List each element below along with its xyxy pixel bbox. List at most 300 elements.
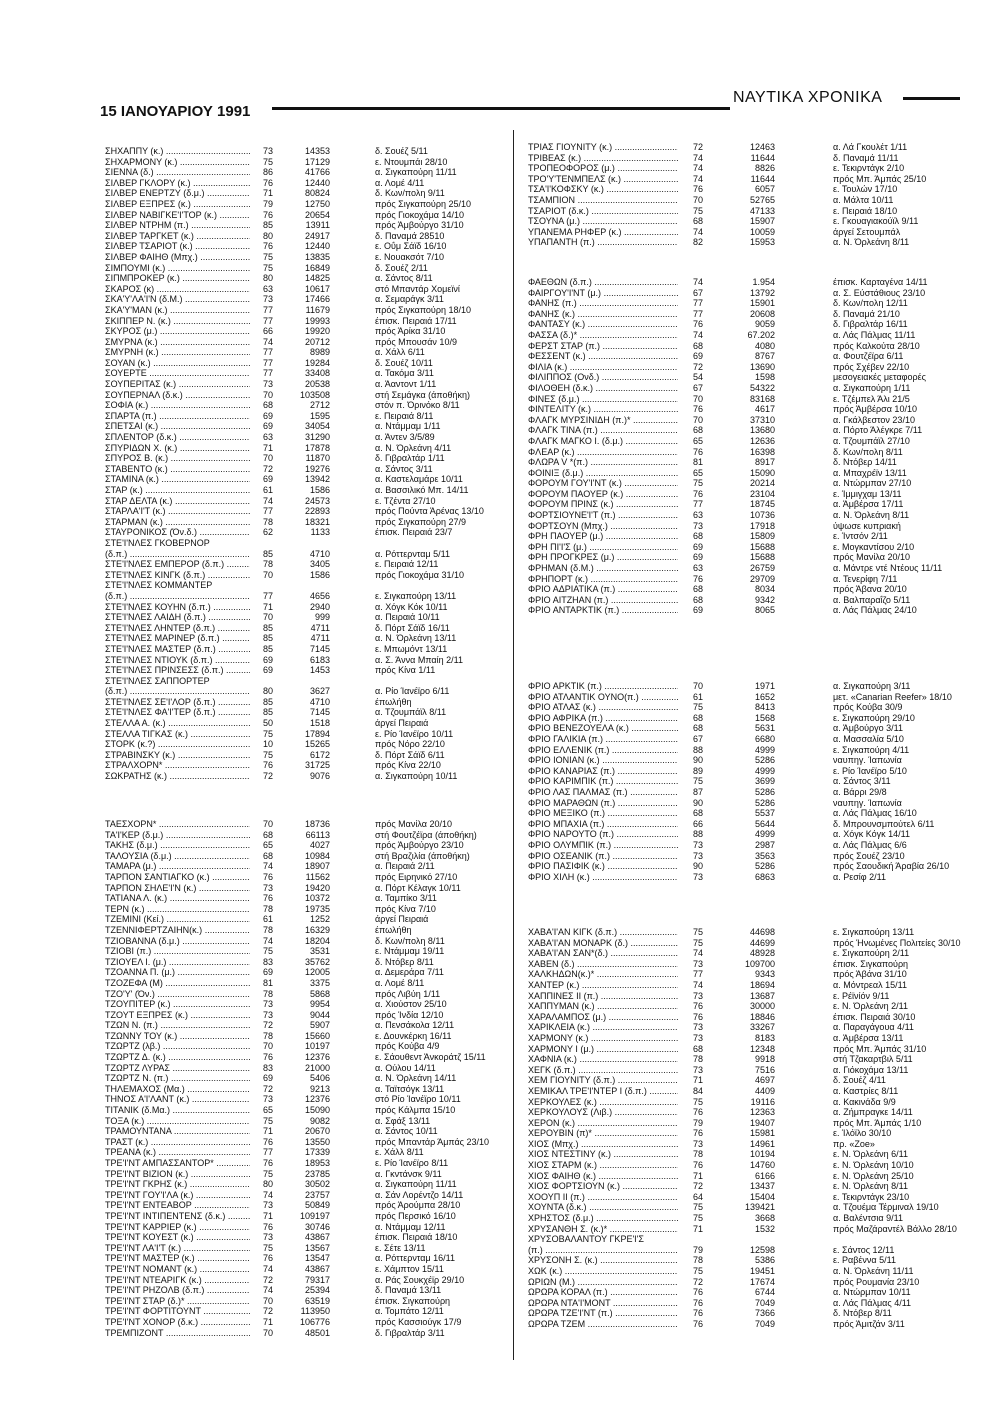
build-year: 75	[262, 156, 273, 167]
tonnage: 44699	[749, 937, 775, 948]
ship-row	[528, 1171, 988, 1182]
build-year: 75	[262, 728, 273, 739]
ship-row	[528, 605, 988, 616]
build-year: 71	[692, 1170, 703, 1181]
build-year: 68	[692, 723, 703, 734]
ship-row	[105, 252, 535, 263]
ship-position: ε. Οΰμ Σάϊδ 16/10	[375, 241, 447, 252]
ship-row	[528, 1192, 988, 1203]
ship-name: ΦΡΙΟ ΕΛΛΕΝΙΚ (π.) .....	[528, 745, 678, 756]
build-year: 68	[692, 340, 703, 351]
ship-position: άργεί Πειραιά	[375, 718, 429, 729]
tonnage: 44698	[749, 927, 775, 937]
build-year: 82	[692, 237, 703, 248]
build-year: 76	[262, 760, 273, 771]
ship-name: ΣΤΕ'Ι'ΝΛΕΣ ΠΡΙΝΣΕΣΣ (δ.π.) .....	[105, 665, 250, 676]
tonnage: 7049	[754, 1318, 775, 1329]
ship-row	[528, 404, 988, 415]
build-year: 80	[262, 1179, 273, 1190]
ship-row	[105, 485, 535, 496]
ship-name: ΣΙΛΒΕΡ ΝΑΒΙΓΚΕ'Ι'ΤΟΡ (κ.) .....	[105, 210, 250, 221]
tonnage: 18204	[304, 935, 330, 946]
build-year: 70	[262, 1041, 273, 1052]
build-year: 73	[692, 839, 703, 850]
ship-position: πρός Γιοκοχάμα 14/10	[375, 209, 464, 220]
tonnage: 16849	[304, 262, 330, 273]
ship-name: ΤΙΤΑΝΙΚ (δ.Μα.) .....	[105, 1105, 250, 1116]
tonnage: 26759	[749, 563, 775, 574]
build-year: 81	[262, 977, 273, 988]
ship-row	[528, 1086, 988, 1097]
tonnage: 6183	[309, 654, 330, 665]
ship-position: α. Κακινάδα 9/9	[833, 1096, 896, 1107]
tonnage: 13687	[749, 990, 775, 1001]
tonnage: 7516	[754, 1064, 775, 1075]
build-year: 77	[262, 506, 273, 517]
ship-row	[528, 163, 988, 174]
tonnage: 2987	[754, 839, 775, 850]
ship-row	[105, 1094, 535, 1105]
ship-position: πρός Άμβέρσα 10/10	[833, 404, 917, 415]
ship-position: α. Μόντρεαλ 15/11	[833, 979, 907, 990]
ship-row	[528, 808, 988, 819]
ship-name: ΣΙΛΒΕΡ ΤΣΑΡΙΟΤ (κ.) .....	[105, 241, 250, 252]
ship-position: α. Ντάμμαμ 1/11	[375, 421, 441, 432]
build-year: 76	[692, 319, 703, 330]
ship-name: ΧΑΒΑ'Ι'ΑΝ ΜΟΝΑΡΚ (δ.) .....	[528, 938, 678, 949]
ship-position: α. Πόρτο Άλέγκρε 7/11	[833, 425, 923, 436]
build-year: 73	[692, 958, 703, 969]
build-year: 75	[692, 1202, 703, 1213]
ship-row	[105, 1010, 535, 1021]
ship-row	[105, 686, 535, 697]
tonnage: 17878	[304, 442, 330, 453]
build-year: 76	[692, 1297, 703, 1308]
ship-row	[528, 552, 988, 563]
ship-name: (δ.π.) .....	[105, 591, 250, 602]
build-year: 76	[692, 488, 703, 499]
ship-name: ΧΡΥΣΟΝΗ Σ. (κ.) .....	[528, 1255, 678, 1266]
build-year: 77	[262, 368, 273, 379]
build-year: 75	[692, 478, 703, 489]
ship-name: ΤΡΕ'Ι'ΝΤ ΑΜΠΑΣΣΑΝΤΟΡ* .....	[105, 1158, 250, 1169]
ship-name: (π.) .....	[528, 1245, 678, 1256]
ship-row	[528, 184, 988, 195]
build-year: 74	[692, 979, 703, 990]
tonnage: 48501	[304, 1327, 330, 1338]
ship-row	[105, 1179, 535, 1190]
ship-row	[105, 707, 535, 718]
tonnage: 13547	[304, 1253, 330, 1264]
ship-row	[105, 337, 535, 348]
tonnage: 10736	[749, 510, 775, 521]
ship-name: ΦΑΕΘΩΝ (δ.π.) .....	[528, 277, 678, 288]
ship-row	[528, 478, 988, 489]
ship-row	[528, 938, 988, 949]
ship-position: δ. Γιβραλτάρ 1/11	[375, 453, 445, 464]
ship-row	[528, 1224, 988, 1235]
build-year: 72	[692, 1181, 703, 1192]
ship-row	[105, 718, 535, 729]
ship-position: πρός Γιοκοχάμα 31/10	[375, 569, 464, 580]
ship-list-frio	[528, 681, 988, 882]
tonnage: 1453	[309, 665, 330, 676]
ship-row	[105, 210, 535, 221]
ship-name: ΦΟΡΤΣΙΟΥΝΕ'Ι'Τ (π.) .....	[528, 510, 678, 521]
ship-row	[528, 1012, 988, 1023]
ship-position: δ. Σουέζ 2/11	[375, 262, 428, 273]
tonnage: 31290	[304, 432, 330, 443]
tonnage: 13567	[304, 1242, 330, 1253]
ship-name: ΣΟΥΠΕΡΝΑΛ (δ.κ.) .....	[105, 390, 250, 401]
ship-name: ΤΡΙΒΕΑΣ (κ.) .....	[528, 153, 678, 164]
ship-row	[528, 723, 988, 734]
ship-list-f	[528, 277, 988, 616]
ship-name: ΧΟΟΥΠ ΙΙ (π.) .....	[528, 1192, 678, 1203]
tonnage: 30502	[304, 1179, 330, 1190]
ship-row	[528, 1287, 988, 1298]
build-year: 73	[692, 850, 703, 861]
build-year: 70	[692, 194, 703, 205]
ship-position: πρός Σιγκαπούρη 27/9	[375, 516, 466, 527]
ship-row	[528, 153, 988, 164]
build-year: 72	[262, 1020, 273, 1031]
ship-name: ΦΡΙΟ ΑΦΡΙΚΑ (π.) .....	[528, 713, 678, 724]
ship-position: πρός Άρίκα 31/10	[375, 326, 446, 337]
ship-name: ΤΑΜΑΡΑ (μ.) .....	[105, 861, 250, 872]
ship-row	[105, 241, 535, 252]
tonnage: 13911	[305, 220, 330, 231]
ship-row	[105, 883, 535, 894]
tonnage: 3405	[309, 559, 330, 570]
build-year: 72	[262, 1274, 273, 1285]
ship-position: δ. Παναμά 13/11	[375, 1285, 442, 1296]
build-year: 71	[262, 188, 273, 199]
tonnage: 15981	[749, 1128, 775, 1139]
build-year: 74	[692, 152, 703, 163]
build-year: 72	[262, 771, 273, 782]
tonnage: 4711	[310, 633, 330, 644]
ship-position: πρός Μανίλα 20/10	[833, 552, 910, 563]
tonnage: 5631	[754, 723, 775, 734]
tonnage: 12598	[749, 1244, 775, 1255]
build-year: 50	[262, 718, 273, 729]
ship-row	[528, 489, 988, 500]
ship-row	[105, 400, 535, 411]
tonnage: 4999	[754, 829, 775, 840]
tonnage: 24917	[304, 230, 330, 241]
ship-position: έπισκ. Πειραιά 30/10	[833, 1011, 916, 1022]
ship-position: στόν π. Όρινόκο 8/11	[375, 400, 460, 411]
ship-position: α. Καστρίες 8/11	[833, 1085, 899, 1096]
ship-row	[528, 1118, 988, 1129]
ship-name: ΣΤΑΡΛΑ'Ι'Τ (κ.) .....	[105, 506, 250, 517]
ship-position: α. Γιόκοχάμα 13/11	[833, 1064, 909, 1075]
build-year: 74	[692, 948, 703, 959]
ship-position: ε. Σιγκαπούρη 29/10	[833, 712, 915, 723]
tonnage: 10617	[304, 283, 330, 294]
ship-row	[528, 798, 988, 809]
ship-name: ΤΡΕ'Ι'ΝΤ ΜΑΣΤΕΡ (κ.) .....	[105, 1253, 250, 1264]
tonnage: 15265	[304, 739, 330, 750]
build-year: 63	[692, 510, 703, 521]
tonnage: 8826	[754, 163, 775, 174]
tonnage: 19276	[304, 463, 330, 474]
ship-name: ΣΙΜΠΟΥΜΙ (κ.) .....	[105, 263, 250, 274]
ship-row	[528, 1234, 988, 1245]
ship-row	[105, 443, 535, 454]
tonnage: 15660	[304, 1030, 330, 1041]
ship-position: α. Μασσαλία 5/10	[833, 733, 904, 744]
ship-row	[528, 574, 988, 585]
build-year: 63	[692, 563, 703, 574]
ship-name: ΤΖΙΟΒΙ (π.) .....	[105, 946, 250, 957]
ship-position: πρός Μπαντάρ Άμπάς 23/10	[375, 1136, 490, 1147]
ship-name: ΦΑΝΗΣ (κ.) .....	[528, 309, 678, 320]
build-year: 76	[692, 1011, 703, 1022]
ship-position: α. Άμβέρσα 17/11	[833, 499, 904, 510]
ship-position: ε. Ίντσόν 2/11	[833, 531, 888, 542]
tonnage: 8034	[754, 584, 775, 595]
tonnage: 7049	[754, 1297, 775, 1308]
tonnage: 20608	[749, 308, 775, 319]
tonnage: 4711	[310, 622, 330, 633]
tonnage: 9059	[754, 319, 775, 330]
build-year: 77	[692, 969, 703, 980]
ship-position: δ. Ντόβερ 8/11	[833, 1308, 892, 1319]
ship-name: ΤΖΕΜΙΝΙ (Κεί.) .....	[105, 914, 250, 925]
build-year: 77	[262, 347, 273, 358]
build-year: 80	[262, 686, 273, 697]
tonnage: 33408	[304, 368, 330, 379]
ship-position: α. Τζουμπάϊλ 8/11	[375, 707, 447, 718]
build-year: 76	[692, 1128, 703, 1139]
ship-position: δ. Γιβραλτάρ 3/11	[375, 1327, 445, 1338]
build-year: 75	[262, 1242, 273, 1253]
ship-name: ΣΤΕ'Ι'ΝΛΕΣ ΚΙΝΓΚ (δ.π.) .....	[105, 570, 250, 581]
ship-position: α. Τακόμα 3/11	[375, 368, 434, 379]
ship-name: ΣΤΕ'Ι'ΝΛΕΣ ΝΤΙΟΥΚ (δ.π.) .....	[105, 655, 250, 666]
build-year: 75	[692, 937, 703, 948]
build-year: 75	[262, 1115, 273, 1126]
ship-position: α. Σάν Λορέντζο 14/11	[375, 1189, 464, 1200]
ship-name: ΤΣΑΡΙΟΤ (δ.κ.) .....	[528, 206, 678, 217]
ship-position: α. Βάρρι 29/8	[833, 786, 887, 797]
ship-row	[105, 326, 535, 337]
build-year: 76	[262, 893, 273, 904]
build-year: 73	[692, 871, 703, 882]
ship-row	[528, 531, 988, 542]
ship-position: έπισκ. Καρταγένα 14/11	[833, 277, 928, 287]
ship-name: ΦΟΙΝΙΞ (δ.μ.) .....	[528, 468, 678, 479]
ship-position: ε. Ρίο Ίανέϊρο 8/11	[375, 1158, 449, 1168]
ship-position: ε. Νουακσότ 7/10	[375, 251, 445, 262]
build-year: 77	[692, 308, 703, 319]
ship-row	[105, 294, 535, 305]
ship-name: ΤΟΞΑ (κ.) .....	[105, 1116, 250, 1127]
ship-name: ΦΡΙΟ ΓΑΛΙΚΙΑ (π.) .....	[528, 734, 678, 745]
ship-position: α. Ν. Όρλεάνη 8/11	[833, 237, 910, 248]
tonnage: 18321	[304, 516, 330, 527]
tonnage: 66113	[305, 829, 330, 840]
build-year: 73	[692, 1064, 703, 1075]
ship-position: ε. Δουνκέρκη 16/11	[375, 1030, 452, 1041]
build-year: 78	[262, 924, 273, 935]
ship-position: ε. Τζέντα 27/10	[375, 495, 436, 506]
tonnage: 12636	[749, 435, 775, 446]
tonnage: 19993	[304, 315, 330, 326]
build-year: 69	[262, 1073, 273, 1084]
build-year: 77	[692, 499, 703, 510]
build-year: 78	[262, 988, 273, 999]
build-year: 69	[692, 351, 703, 362]
build-year: 75	[692, 702, 703, 713]
tonnage: 4710	[309, 696, 330, 707]
ship-position: α. Πόρτ Κέλαγκ 10/11	[375, 882, 461, 893]
ship-name: ΦΡΙΟ ΜΕΞΙΚΟ (π.) .....	[528, 808, 678, 819]
tonnage: 5537	[754, 808, 775, 819]
tonnage: 3627	[309, 686, 330, 697]
ship-row	[105, 1306, 535, 1317]
ship-name: ΧΕΜ ΓΙΟΥΝΙΤΥ (δ.π.) .....	[528, 1075, 678, 1086]
tonnage: 12348	[749, 1043, 775, 1054]
ship-position: ε. Χάλλ 8/11	[375, 1147, 424, 1158]
build-year: 71	[692, 1223, 703, 1234]
ship-position: δ. Πόρτ Σάϊδ 6/11	[375, 749, 445, 760]
ship-position: α. Ταμπίκο 3/11	[375, 893, 437, 904]
ship-name: ΣΙΠΜΠΡΟΚΕΡ (κ.) .....	[105, 273, 250, 284]
ship-row	[105, 1084, 535, 1095]
build-year: 74	[692, 329, 703, 340]
ship-position: α. Ντώρμπαν 10/11	[833, 1287, 911, 1298]
ship-row	[528, 1266, 988, 1277]
ship-position: πρός Άβάνα 31/10	[833, 969, 907, 980]
tonnage: 10197	[304, 1041, 330, 1052]
build-year: 67	[692, 287, 703, 298]
ship-name: ΥΠΑΠΑΝΤΗ (π.) .....	[528, 237, 678, 248]
ship-name: ΣΜΥΡΝΗ (κ.) .....	[105, 347, 250, 358]
ship-name: ΧΕΜΙΚΑΛ ΤΡΕ'Ι'ΝΤΕΡ Ι (δ.π.) .....	[528, 1086, 678, 1097]
build-year: 69	[262, 665, 273, 676]
ship-name: ΩΡΩΡΑ ΚΟΡΑΛ (π.) .....	[528, 1287, 678, 1298]
ship-name: ΤΗΝΟΣ Α'Ι'ΛΑΝΤ (κ.) .....	[105, 1094, 250, 1105]
tonnage: 63519	[304, 1295, 330, 1306]
publication-title: ΝΑΥΤΙΚΑ ΧΡΟΝΙΚΑ	[733, 89, 883, 106]
build-year: 85	[262, 696, 273, 707]
ship-name: ΣΤΕ'Ι'ΝΛΕΣ ΦΑ'Ι'ΤΕΡ (δ.π.) .....	[105, 707, 250, 718]
build-year: 66	[262, 326, 273, 337]
tonnage: 4710	[309, 548, 330, 559]
ship-row	[105, 284, 535, 295]
tonnage: 7145	[309, 643, 330, 654]
tonnage: 1518	[309, 718, 330, 729]
ship-row	[528, 702, 988, 713]
tonnage: 10372	[304, 893, 330, 904]
ship-name: ΣΤΕ'Ι'ΝΛΕΣ ΣΕ'Ι'ΛΟΡ (δ.π.) .....	[105, 697, 250, 708]
ship-position: δ. Παναμά 21/10	[833, 308, 900, 319]
build-year: 76	[692, 1318, 703, 1329]
build-year: 69	[262, 410, 273, 421]
ship-list-t	[105, 819, 535, 1338]
build-year: 67	[692, 382, 703, 393]
tonnage: 23104	[749, 488, 775, 499]
ship-row	[528, 819, 988, 830]
build-year: 74	[692, 226, 703, 237]
build-year: 88	[692, 829, 703, 840]
ship-position: δ. Παναμά 28510	[375, 230, 445, 241]
ship-name: ΦΡΙΟ ΑΤΛΑΝΤΙΚ ΟΥΝΟ(π.) .....	[528, 692, 678, 703]
ship-name: ΦΛΩΡΑ V *(π.) .....	[528, 457, 678, 468]
tonnage: 17129	[304, 156, 330, 167]
ship-name: ΣΠΛΕΝΤΟΡ (δ.κ.) .....	[105, 432, 250, 443]
ship-row	[528, 447, 988, 458]
ship-row	[528, 755, 988, 766]
ship-position: πρός Περσικό 16/10	[375, 1210, 456, 1221]
ship-row	[528, 595, 988, 606]
build-year: 74	[262, 935, 273, 946]
ship-name: ΤΡΙΑΣ ΓΙΟΥΝΙΤΥ (κ.) .....	[528, 142, 678, 153]
ship-row	[528, 980, 988, 991]
tonnage: 15090	[304, 1105, 330, 1116]
tonnage: 6057	[754, 184, 775, 195]
ship-name: ΤΣΑΜΠΙΟΝ .....	[528, 195, 678, 206]
ship-row	[528, 692, 988, 703]
ship-row	[105, 893, 535, 904]
ship-name: ΦΡΗΠΟΡΤ (κ.) .....	[528, 574, 678, 585]
ship-name: ΦΡΙΟ ΜΑΡΑΘΩΝ (π.) .....	[528, 798, 678, 809]
ship-position: α. Λάς Πάλμας 24/10	[833, 605, 917, 616]
ship-position: στή Σεμάγκα (άποθήκη)	[375, 389, 470, 400]
tonnage: 17466	[304, 294, 330, 305]
ship-row	[105, 729, 535, 740]
ship-list-s	[105, 146, 535, 782]
ship-row	[105, 925, 535, 936]
tonnage: 12376	[304, 1052, 330, 1063]
tonnage: 8065	[754, 605, 775, 616]
tonnage: 12750	[304, 198, 330, 209]
ship-name: ΩΡΩΡΑ ΤΖΕ'Ι'ΝΤ (π.) .....	[528, 1308, 678, 1319]
tonnage: 109197	[299, 1210, 330, 1221]
ship-position: ε. Μογκαντίσου 2/10	[833, 541, 915, 552]
ship-name: ΤΡΕ'Ι'ΝΤ ΝΟΜΑΝΤ (κ.) .....	[105, 1264, 250, 1275]
build-year: 79	[692, 1117, 703, 1128]
build-year: 71	[262, 1210, 273, 1221]
ship-row	[528, 713, 988, 724]
ship-row	[105, 957, 535, 968]
ship-row	[528, 1054, 988, 1065]
ship-row	[528, 425, 988, 436]
build-year: 90	[692, 755, 703, 766]
ship-position: α. Άμβέρσα 13/11	[833, 1032, 904, 1043]
ship-position: ε. Ντάμμαμ 19/11	[375, 946, 445, 957]
build-year: 77	[262, 1147, 273, 1158]
ship-position: α. Ταϊτσόγκ 13/11	[375, 1083, 445, 1094]
tonnage: 5386	[754, 1255, 775, 1266]
build-year: 69	[262, 967, 273, 978]
ship-name: ΦΟΡΤΣΟΥΝ (Μπχ.) .....	[528, 521, 678, 532]
tonnage: 16398	[749, 446, 775, 457]
ship-name: ΧΡΥΣΟΒΑΛΑΝΤΟΥ ΓΚΡΕ'Ι'Σ	[528, 1234, 644, 1245]
ship-row	[105, 978, 535, 989]
ship-name: ΤΡΕ'Ι'ΝΤ ΝΤΕΑΡΙΓΚ (κ.) .....	[105, 1275, 250, 1286]
ship-row	[105, 1275, 535, 1286]
ship-position: έπωλήθη	[375, 924, 412, 935]
ship-row	[105, 655, 535, 666]
tonnage: 1532	[754, 1223, 775, 1234]
ship-row	[105, 517, 535, 528]
ship-position: ε. Γκουαγιακούϊλ 9/11	[833, 216, 919, 227]
build-year: 84	[692, 1085, 703, 1096]
